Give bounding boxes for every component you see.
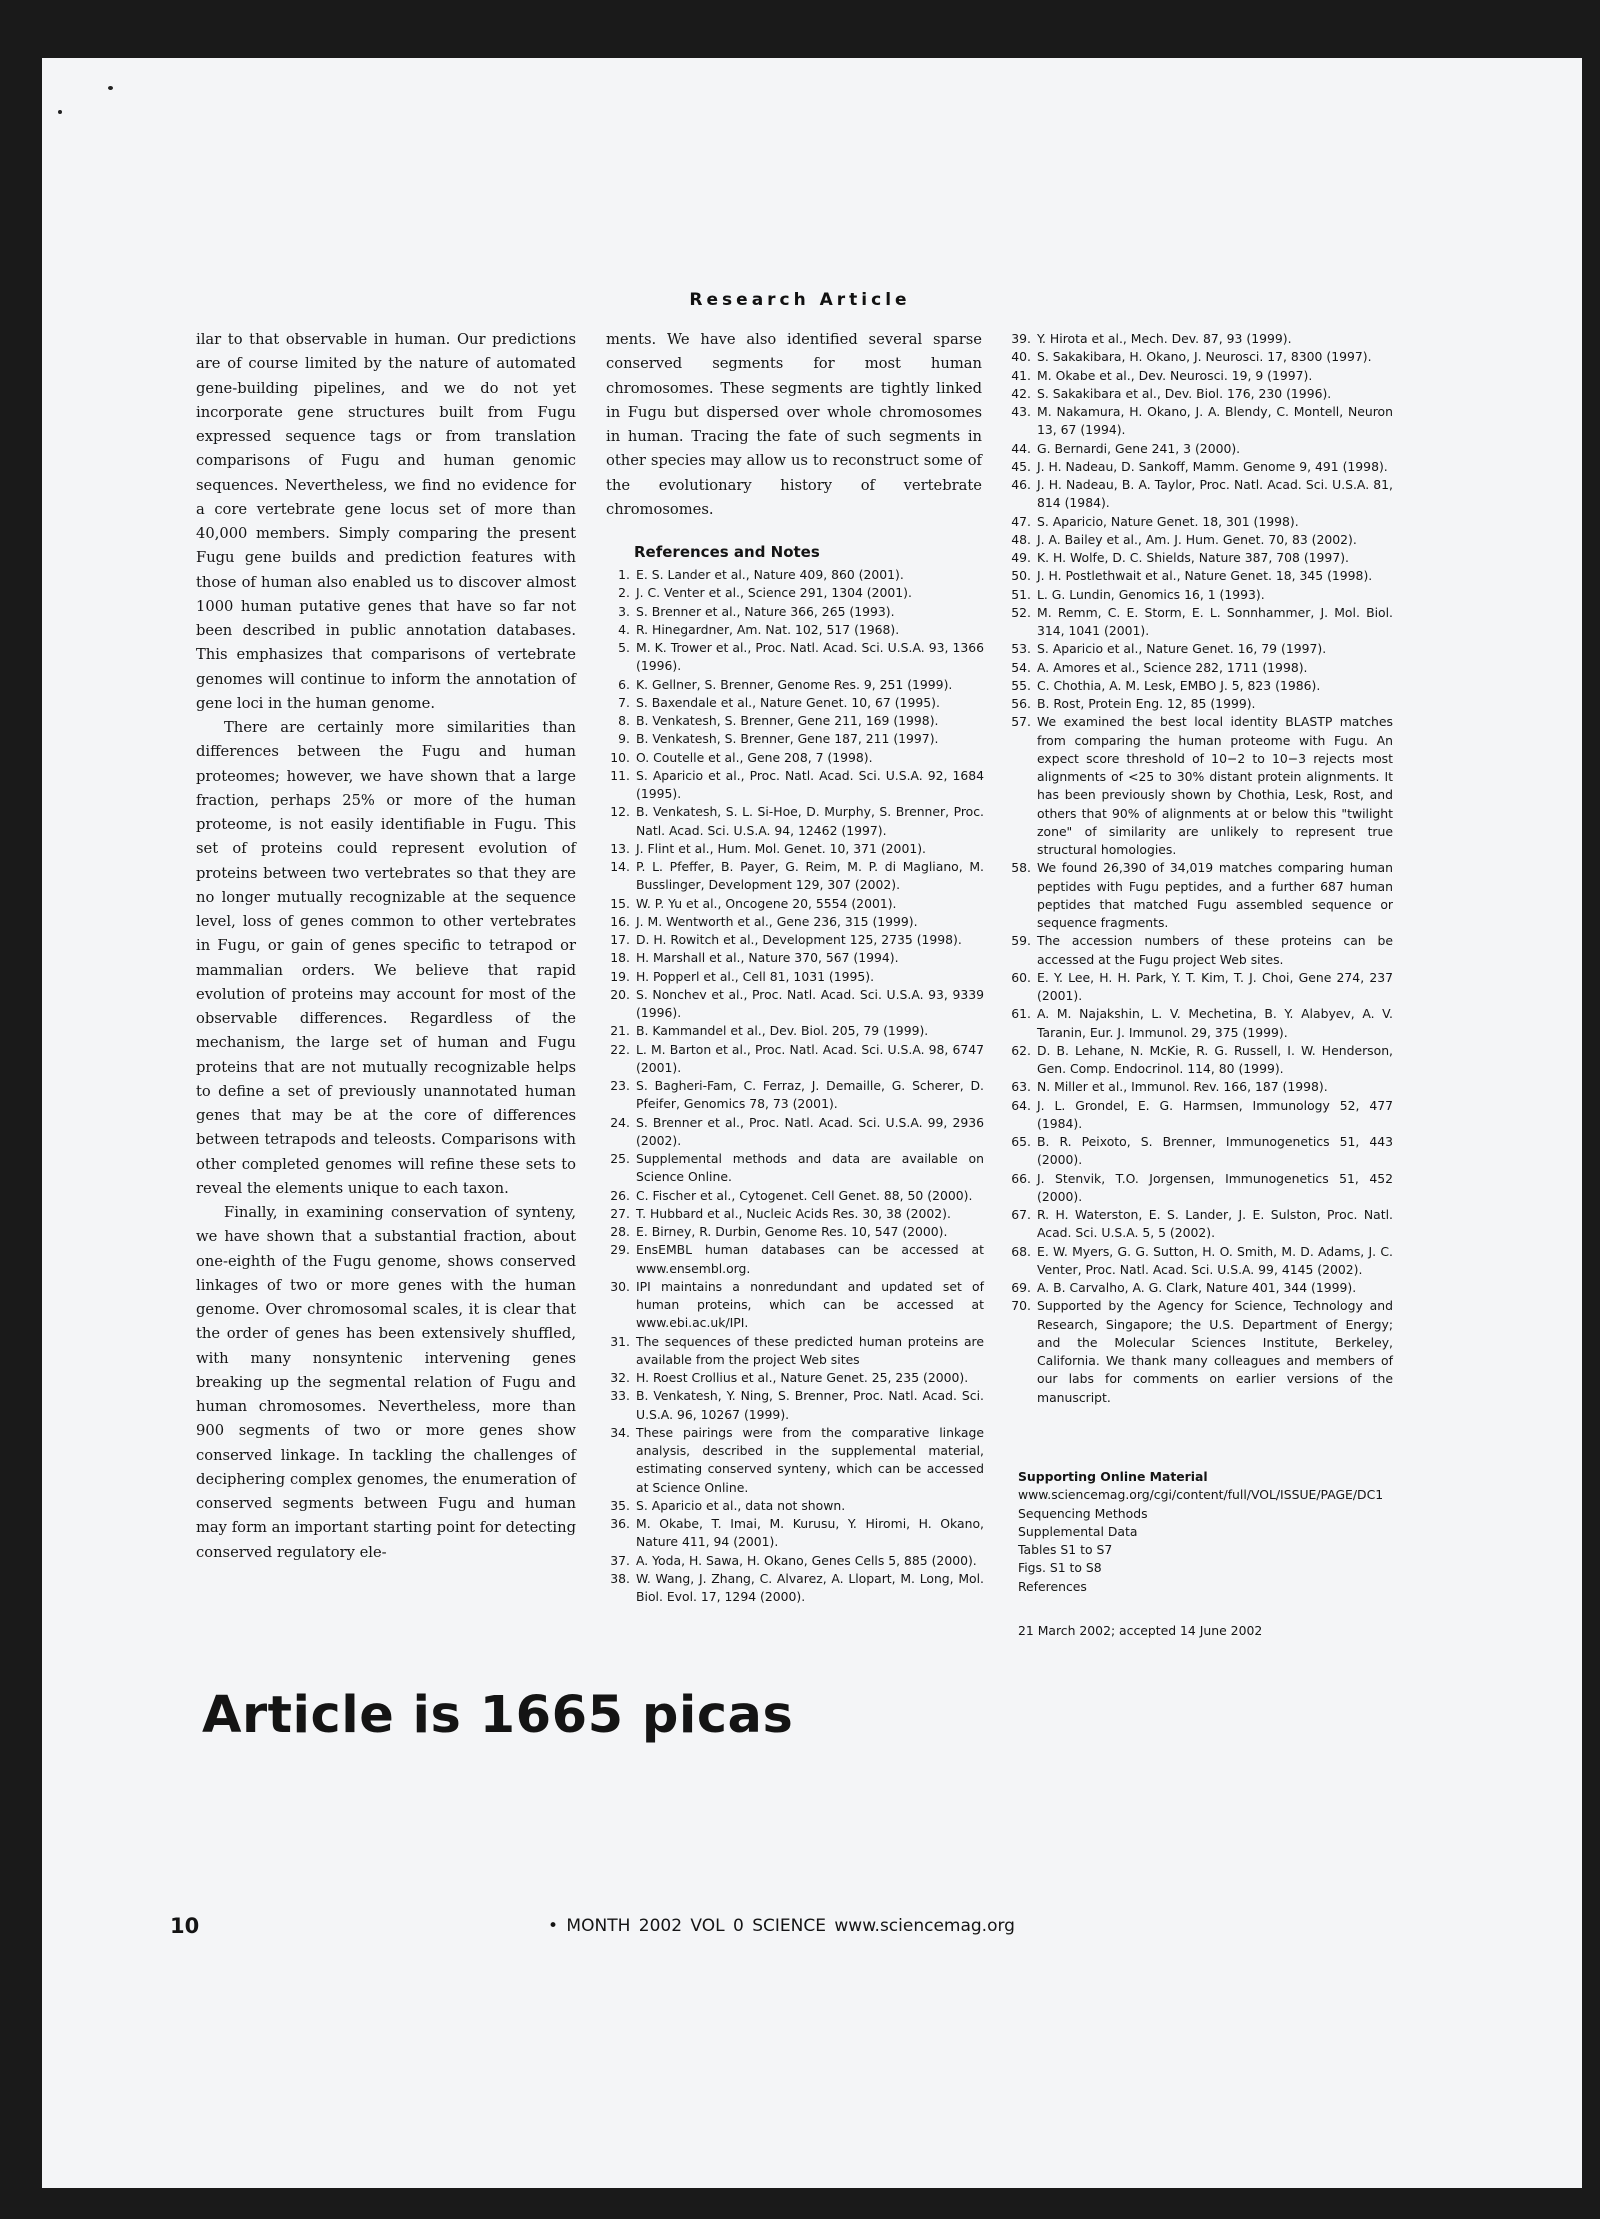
- body-paragraph: ilar to that observable in human. Our predictions are of course limited by the nature of automated gene-building pipelines, and we do not yet incorporate gene structures built from Fugu expressed sequence tags or from translation comparisons of Fugu and human genomic sequences. Nevertheless, we find no evidence for a core vertebrate gene locus set of more than 40,000 members. Simply comparing the present Fugu gene builds and prediction features with those of human also enabled us to discover almost 1000 human putative genes that have so far not been described in public annotation databases. This emphasizes that comparisons of vertebrate genomes will continue to inform the annotation of gene loci in the human genome.: [196, 331, 576, 712]
- reference-text: J. M. Wentworth et al., Gene 236, 315 (1999).: [636, 913, 918, 929]
- reference-number: 17.: [610, 932, 630, 947]
- reference-item: [604, 566, 984, 584]
- supporting-material: [1018, 1468, 1398, 1596]
- reference-number: 31.: [610, 1333, 630, 1349]
- reference-item: [604, 621, 984, 639]
- supporting-material-line: Figs. S1 to S8: [1018, 1560, 1102, 1576]
- reference-number: 60.: [1011, 969, 1031, 985]
- reference-text: W. Wang, J. Zhang, C. Alvarez, A. Llopart, M. Long, Mol. Biol. Evol. 17, 1294 (2000).: [636, 1570, 984, 1604]
- reference-text: Supported by the Agency for Science, Technology and Research, Singapore; the U.S. Department of Energy; and the Molecular Sciences Institute, Berkeley, California. We thank many colleagues and members of our labs for comments on earlier versions of the manuscript.: [1037, 1298, 1393, 1405]
- reference-item: [1005, 586, 1393, 604]
- reference-item: [604, 1187, 984, 1205]
- reference-number: 8.: [618, 713, 630, 728]
- reference-item: [604, 1333, 984, 1370]
- reference-text: EnsEMBL human databases can be accessed at www.ensembl.org.: [636, 1242, 984, 1276]
- reference-text: A. B. Carvalho, A. G. Clark, Nature 401, 344 (1999).: [1037, 1280, 1357, 1295]
- supporting-material-line: Tables S1 to S7: [1018, 1542, 1113, 1557]
- reference-item: [604, 1424, 984, 1497]
- reference-text: M. Okabe et al., Dev. Neurosci. 19, 9 (1997).: [1037, 367, 1313, 383]
- reference-text: K. Gellner, S. Brenner, Genome Res. 9, 251 (1999).: [636, 676, 953, 692]
- reference-item: [604, 968, 984, 986]
- reference-number: 38.: [610, 1570, 630, 1586]
- reference-text: We examined the best local identity BLASTP matches from comparing the human proteome with Fugu. An expect score threshold of 10−2 to 10−3 rejects most alignments of <25 to 30% distant protein alignments. It has been previously shown by Chothia, Lesk, Rost, and others that 90% of alignments at or below this "twilight zone" of similarity are unlikely to represent true structural homologies.: [1037, 714, 1393, 857]
- reference-text: G. Bernardi, Gene 241, 3 (2000).: [1037, 440, 1241, 456]
- reference-item: [604, 749, 984, 767]
- reference-text: M. K. Trower et al., Proc. Natl. Acad. Sci. U.S.A. 93, 1366 (1996).: [636, 640, 984, 674]
- reference-text: A. Amores et al., Science 282, 1711 (1998).: [1037, 659, 1308, 675]
- reference-number: 27.: [610, 1205, 630, 1221]
- reference-text: These pairings were from the comparative linkage analysis, described in the supplemental material, estimating conserved synteny, which can be accessed at Science Online.: [636, 1424, 984, 1495]
- reference-text: M. Okabe, T. Imai, M. Kurusu, Y. Hiromi, H. Okano, Nature 411, 94 (2001).: [636, 1516, 984, 1550]
- reference-number: 29.: [610, 1242, 630, 1258]
- reference-item: [1005, 367, 1393, 385]
- reference-number: 43.: [1011, 404, 1031, 419]
- reference-number: 65.: [1011, 1134, 1031, 1149]
- reference-number: 18.: [610, 950, 630, 966]
- reference-number: 33.: [610, 1388, 630, 1404]
- reference-text: J. L. Grondel, E. G. Harmsen, Immunology 52, 477 (1984).: [1037, 1097, 1393, 1131]
- reference-item: [1005, 1097, 1393, 1134]
- reference-item: [604, 730, 984, 748]
- reference-number: 16.: [610, 913, 630, 929]
- reference-text: D. H. Rowitch et al., Development 125, 2735 (1998).: [636, 932, 962, 947]
- reference-text: B. Rost, Protein Eng. 12, 85 (1999).: [1037, 696, 1256, 711]
- speck-mark: [58, 110, 62, 114]
- reference-text: J. A. Bailey et al., Am. J. Hum. Genet. 70, 83 (2002).: [1037, 531, 1357, 547]
- reference-number: 30.: [610, 1278, 630, 1294]
- reference-text: The accession numbers of these proteins can be accessed at the Fugu project Web sites.: [1037, 933, 1393, 967]
- reference-item: [1005, 604, 1393, 641]
- reference-item: [604, 676, 984, 694]
- reference-number: 52.: [1011, 604, 1031, 620]
- reference-number: 44.: [1011, 440, 1031, 456]
- reference-number: 3.: [618, 603, 630, 619]
- reference-text: P. L. Pfeffer, B. Payer, G. Reim, M. P. di Magliano, M. Busslinger, Development 129, 307 (2002).: [636, 859, 984, 893]
- reference-item: [1005, 476, 1393, 513]
- reference-text: C. Chothia, A. M. Lesk, EMBO J. 5, 823 (1986).: [1037, 677, 1321, 693]
- reference-text: E. Birney, R. Durbin, Genome Res. 10, 547 (2000).: [636, 1224, 948, 1239]
- reference-text: D. B. Lehane, N. McKie, R. G. Russell, I. W. Henderson, Gen. Comp. Endocrinol. 114, 80 (1999).: [1037, 1042, 1393, 1076]
- reference-item: [1005, 1297, 1393, 1407]
- reference-item: [604, 803, 984, 840]
- reference-number: 54.: [1011, 659, 1031, 675]
- reference-text: J. Stenvik, T.O. Jorgensen, Immunogenetics 51, 452 (2000).: [1037, 1170, 1393, 1204]
- reference-text: O. Coutelle et al., Gene 208, 7 (1998).: [636, 749, 873, 765]
- reference-number: 2.: [618, 585, 630, 601]
- reference-item: [604, 1570, 984, 1607]
- reference-text: S. Brenner et al., Proc. Natl. Acad. Sci. U.S.A. 99, 2936 (2002).: [636, 1114, 984, 1148]
- reference-item: [1005, 659, 1393, 677]
- reference-item: [1005, 1243, 1393, 1280]
- reference-number: 51.: [1011, 586, 1031, 602]
- reference-number: 40.: [1011, 349, 1031, 365]
- reference-number: 25.: [610, 1151, 630, 1166]
- reference-text: B. Venkatesh, S. Brenner, Gene 187, 211 (1997).: [636, 731, 939, 747]
- reference-item: [604, 1114, 984, 1151]
- reference-text: J. H. Postlethwait et al., Nature Genet. 18, 345 (1998).: [1037, 568, 1373, 584]
- reference-item: [604, 1278, 984, 1333]
- reference-item: [1005, 458, 1393, 476]
- reference-number: 14.: [610, 859, 630, 874]
- reference-item: [604, 949, 984, 967]
- reference-text: B. Venkatesh, Y. Ning, S. Brenner, Proc. Natl. Acad. Sci. U.S.A. 96, 10267 (1999).: [636, 1388, 984, 1422]
- reference-number: 69.: [1011, 1280, 1031, 1295]
- reference-item: [604, 1223, 984, 1241]
- reference-item: [1005, 403, 1393, 440]
- reference-number: 19.: [610, 968, 630, 984]
- reference-number: 41.: [1011, 367, 1031, 383]
- reference-item: [604, 895, 984, 913]
- reference-number: 53.: [1011, 641, 1031, 657]
- reference-text: S. Aparicio, Nature Genet. 18, 301 (1998).: [1037, 513, 1299, 529]
- reference-number: 70.: [1011, 1298, 1031, 1314]
- reference-number: 66.: [1011, 1170, 1031, 1186]
- reference-text: H. Popperl et al., Cell 81, 1031 (1995).: [636, 968, 875, 984]
- reference-item: [1005, 1279, 1393, 1297]
- supporting-material-heading: Supporting Online Material: [1018, 1469, 1208, 1484]
- reference-text: W. P. Yu et al., Oncogene 20, 5554 (2001).: [636, 895, 897, 911]
- reference-number: 11.: [610, 767, 630, 783]
- reference-item: [1005, 1078, 1393, 1096]
- reference-item: [604, 1241, 984, 1278]
- reference-text: S. Nonchev et al., Proc. Natl. Acad. Sci. U.S.A. 93, 9339 (1996).: [636, 986, 984, 1020]
- reference-number: 15.: [610, 895, 630, 911]
- reference-item: [604, 694, 984, 712]
- reference-number: 64.: [1011, 1097, 1031, 1113]
- reference-number: 28.: [610, 1224, 630, 1239]
- reference-text: The sequences of these predicted human proteins are available from the project Web sites: [636, 1333, 984, 1367]
- reference-text: S. Bagheri-Fam, C. Ferraz, J. Demaille, G. Scherer, D. Pfeifer, Genomics 78, 73 (2001).: [636, 1078, 984, 1112]
- body-column-1: [196, 328, 576, 1565]
- reference-item: [1005, 1170, 1393, 1207]
- reference-number: 10.: [610, 749, 630, 765]
- reference-number: 62.: [1011, 1042, 1031, 1058]
- page-number: 10: [170, 1914, 200, 1938]
- reference-number: 32.: [610, 1370, 630, 1385]
- reference-number: 45.: [1011, 458, 1031, 474]
- reference-number: 34.: [610, 1424, 630, 1440]
- reference-item: [604, 858, 984, 895]
- supporting-material-line: References: [1018, 1578, 1087, 1594]
- reference-item: [604, 1077, 984, 1114]
- reference-number: 42.: [1011, 385, 1031, 401]
- reference-text: J. C. Venter et al., Science 291, 1304 (2001).: [636, 585, 912, 601]
- reference-text: We found 26,390 of 34,019 matches comparing human peptides with Fugu peptides, and a further 687 human peptides that matched Fugu assembled sequence or sequence fragments.: [1037, 860, 1393, 930]
- reference-item: [604, 913, 984, 931]
- reference-item: [604, 1150, 984, 1187]
- reference-item: [1005, 713, 1393, 859]
- reference-item: [1005, 677, 1393, 695]
- reference-text: S. Aparicio et al., Proc. Natl. Acad. Sci. U.S.A. 92, 1684 (1995).: [636, 767, 984, 801]
- reference-number: 48.: [1011, 531, 1031, 547]
- reference-number: 57.: [1011, 714, 1031, 730]
- body-column-2: [606, 328, 982, 522]
- reference-item: [604, 584, 984, 602]
- reference-item: [604, 767, 984, 804]
- reference-item: [1005, 330, 1393, 348]
- reference-text: A. M. Najakshin, L. V. Mechetina, B. Y. Alabyev, A. V. Taranin, Eur. J. Immunol. 29, 375 (1999).: [1037, 1006, 1393, 1040]
- reference-item: [1005, 1206, 1393, 1243]
- reference-text: A. Yoda, H. Sawa, H. Okano, Genes Cells 5, 885 (2000).: [636, 1552, 977, 1568]
- reference-item: [604, 1041, 984, 1078]
- reference-item: [1005, 440, 1393, 458]
- reference-number: 26.: [610, 1187, 630, 1203]
- reference-item: [1005, 549, 1393, 567]
- reference-number: 39.: [1011, 331, 1031, 346]
- reference-number: 59.: [1011, 933, 1031, 949]
- reference-text: IPI maintains a nonredundant and updated set of human proteins, which can be accessed at www.ebi.ac.uk/IPI.: [636, 1278, 984, 1331]
- reference-item: [604, 986, 984, 1023]
- reference-text: K. H. Wolfe, D. C. Shields, Nature 387, 708 (1997).: [1037, 550, 1349, 565]
- reference-number: 37.: [610, 1552, 630, 1568]
- reference-text: S. Sakakibara, H. Okano, J. Neurosci. 17, 8300 (1997).: [1037, 349, 1372, 365]
- reference-text: E. W. Myers, G. G. Sutton, H. O. Smith, M. D. Adams, J. C. Venter, Proc. Natl. Acad. Sci. U.S.A. 99, 4145 (2002).: [1037, 1243, 1393, 1277]
- reference-text: E. Y. Lee, H. H. Park, Y. T. Kim, T. J. Choi, Gene 274, 237 (2001).: [1037, 969, 1393, 1003]
- reference-number: 56.: [1011, 696, 1031, 711]
- reference-item: [604, 712, 984, 730]
- reference-text: S. Sakakibara et al., Dev. Biol. 176, 230 (1996).: [1037, 385, 1332, 401]
- reference-item: [1005, 640, 1393, 658]
- reference-text: R. H. Waterston, E. S. Lander, J. E. Sulston, Proc. Natl. Acad. Sci. U.S.A. 5, 5 (2002).: [1037, 1207, 1393, 1241]
- reference-list-1: [604, 566, 984, 1606]
- reference-number: 7.: [618, 694, 630, 710]
- reference-item: [1005, 695, 1393, 713]
- reference-item: [604, 603, 984, 621]
- reference-text: B. Venkatesh, S. Brenner, Gene 211, 169 (1998).: [636, 713, 939, 728]
- reference-text: Y. Hirota et al., Mech. Dev. 87, 93 (1999).: [1037, 331, 1292, 346]
- reference-number: 46.: [1011, 477, 1031, 492]
- reference-text: J. H. Nadeau, D. Sankoff, Mamm. Genome 9, 491 (1998).: [1037, 458, 1388, 474]
- accepted-date: 21 March 2002; accepted 14 June 2002: [1018, 1623, 1263, 1638]
- reference-number: 21.: [610, 1023, 630, 1039]
- reference-number: 58.: [1011, 860, 1031, 876]
- reference-text: B. R. Peixoto, S. Brenner, Immunogenetics 51, 443 (2000).: [1037, 1134, 1393, 1168]
- reference-item: [604, 639, 984, 676]
- reference-text: E. S. Lander et al., Nature 409, 860 (2001).: [636, 567, 904, 582]
- reference-item: [1005, 932, 1393, 969]
- reference-item: [1005, 513, 1393, 531]
- reference-item: [604, 931, 984, 949]
- reference-item: [604, 1515, 984, 1552]
- reference-text: T. Hubbard et al., Nucleic Acids Res. 30, 38 (2002).: [636, 1205, 951, 1221]
- reference-number: 67.: [1011, 1207, 1031, 1222]
- reference-item: [1005, 348, 1393, 366]
- reference-number: 50.: [1011, 568, 1031, 584]
- reference-text: H. Roest Crollius et al., Nature Genet. 25, 235 (2000).: [636, 1370, 969, 1385]
- reference-number: 9.: [618, 731, 630, 747]
- reference-text: L. G. Lundin, Genomics 16, 1 (1993).: [1037, 586, 1265, 602]
- reference-text: B. Kammandel et al., Dev. Biol. 205, 79 (1999).: [636, 1023, 929, 1039]
- reference-number: 22.: [610, 1041, 630, 1057]
- reference-item: [604, 1552, 984, 1570]
- reference-number: 6.: [618, 676, 630, 692]
- reference-number: 35.: [610, 1497, 630, 1513]
- page-footer: • MONTH 2002 VOL 0 SCIENCE www.sciencemag.org: [548, 1916, 1015, 1936]
- reference-item: [1005, 1042, 1393, 1079]
- reference-number: 68.: [1011, 1243, 1031, 1259]
- reference-number: 55.: [1011, 677, 1031, 693]
- supporting-material-line: Sequencing Methods: [1018, 1505, 1148, 1521]
- reference-number: 4.: [618, 621, 630, 637]
- body-paragraph: There are certainly more similarities than differences between the Fugu and human proteomes; however, we have shown that a large fraction, perhaps 25% or more of the human proteome, is not easily identifiable in Fugu. This set of proteins could represent evolution of proteins between two vertebrates so that they are no longer mutually recognizable at the sequence level, loss of genes common to other vertebrates in Fugu, or gain of genes specific to tetrapod or mammalian orders. We believe that rapid evolution of proteins may account for most of the observable differences. Regardless of the mechanism, the large set of human and Fugu proteins that are not mutually recognizable helps to define a set of previously unannotated human genes that may be at the core of differences between tetrapods and teleosts. Comparisons with other completed genomes will refine these sets to reveal the elements unique to each taxon.: [196, 719, 576, 1197]
- reference-number: 1.: [618, 567, 630, 582]
- reference-number: 20.: [610, 986, 630, 1002]
- references-heading: References and Notes: [634, 543, 820, 561]
- reference-number: 63.: [1011, 1079, 1031, 1095]
- reference-text: N. Miller et al., Immunol. Rev. 166, 187 (1998).: [1037, 1079, 1328, 1095]
- reference-text: R. Hinegardner, Am. Nat. 102, 517 (1968).: [636, 621, 900, 637]
- reference-item: [1005, 385, 1393, 403]
- reference-text: B. Venkatesh, S. L. Si-Hoe, D. Murphy, S. Brenner, Proc. Natl. Acad. Sci. U.S.A. 94, 12462 (1997).: [636, 804, 984, 838]
- reference-text: S. Aparicio et al., Nature Genet. 16, 79 (1997).: [1037, 641, 1327, 657]
- reference-number: 13.: [610, 840, 630, 856]
- reference-item: [1005, 531, 1393, 549]
- reference-text: J. Flint et al., Hum. Mol. Genet. 10, 371 (2001).: [636, 840, 926, 856]
- reference-number: 24.: [610, 1114, 630, 1130]
- reference-text: M. Remm, C. E. Storm, E. L. Sonnhammer, J. Mol. Biol. 314, 1041 (2001).: [1037, 604, 1393, 638]
- reference-text: Supplemental methods and data are available on Science Online.: [636, 1151, 984, 1185]
- pica-count-note: Article is 1665 picas: [202, 1686, 794, 1745]
- reference-item: [604, 1497, 984, 1515]
- supporting-material-line: www.sciencemag.org/cgi/content/full/VOL/ISSUE/PAGE/DC1: [1018, 1487, 1384, 1503]
- reference-item: [604, 1387, 984, 1424]
- body-paragraph: ments. We have also identified several sparse conserved segments for most human chromosomes. These segments are tightly linked in Fugu but dispersed over whole chromosomes in human. Tracing the fate of such segments in other species may allow us to reconstruct some of the evolutionary history of vertebrate chromosomes.: [606, 331, 982, 518]
- body-paragraph: Finally, in examining conservation of synteny, we have shown that a substantial fraction, about one-eighth of the Fugu genome, shows conserved linkages of two or more genes with the human genome. Over chromosomal scales, it is clear that the order of genes has been extensively shuffled, with many nonsyntenic intervening genes breaking up the segmental relation of Fugu and human chromosomes. Nevertheless, more than 900 segments of two or more genes show conserved linkage. In tackling the challenges of deciphering complex genomes, the enumeration of conserved segments between Fugu and human may form an important starting point for detecting conserved regulatory ele-: [196, 1204, 576, 1561]
- reference-text: M. Nakamura, H. Okano, J. A. Blendy, C. Montell, Neuron 13, 67 (1994).: [1037, 404, 1393, 438]
- reference-item: [1005, 567, 1393, 585]
- supporting-material-line: Supplemental Data: [1018, 1523, 1138, 1539]
- reference-number: 5.: [618, 640, 630, 655]
- running-header: Research Article: [689, 290, 911, 310]
- reference-text: H. Marshall et al., Nature 370, 567 (1994).: [636, 950, 899, 966]
- reference-text: L. M. Barton et al., Proc. Natl. Acad. Sci. U.S.A. 98, 6747 (2001).: [636, 1041, 984, 1075]
- reference-item: [1005, 859, 1393, 932]
- reference-text: S. Brenner et al., Nature 366, 265 (1993).: [636, 603, 895, 619]
- reference-item: [1005, 1133, 1393, 1170]
- reference-number: 36.: [610, 1516, 630, 1531]
- reference-text: S. Aparicio et al., data not shown.: [636, 1497, 846, 1513]
- reference-item: [604, 1369, 984, 1387]
- reference-item: [604, 1205, 984, 1223]
- reference-item: [1005, 1005, 1393, 1042]
- reference-text: J. H. Nadeau, B. A. Taylor, Proc. Natl. Acad. Sci. U.S.A. 81, 814 (1984).: [1037, 477, 1393, 511]
- speck-mark: [108, 86, 113, 90]
- reference-list-2: [1005, 330, 1393, 1407]
- reference-text: S. Baxendale et al., Nature Genet. 10, 67 (1995).: [636, 694, 940, 710]
- reference-item: [604, 840, 984, 858]
- reference-text: C. Fischer et al., Cytogenet. Cell Genet. 88, 50 (2000).: [636, 1187, 973, 1203]
- reference-number: 49.: [1011, 550, 1031, 565]
- reference-number: 61.: [1011, 1006, 1031, 1022]
- reference-item: [1005, 969, 1393, 1006]
- reference-item: [604, 1022, 984, 1040]
- reference-number: 12.: [610, 804, 630, 820]
- reference-number: 23.: [610, 1078, 630, 1093]
- reference-number: 47.: [1011, 513, 1031, 529]
